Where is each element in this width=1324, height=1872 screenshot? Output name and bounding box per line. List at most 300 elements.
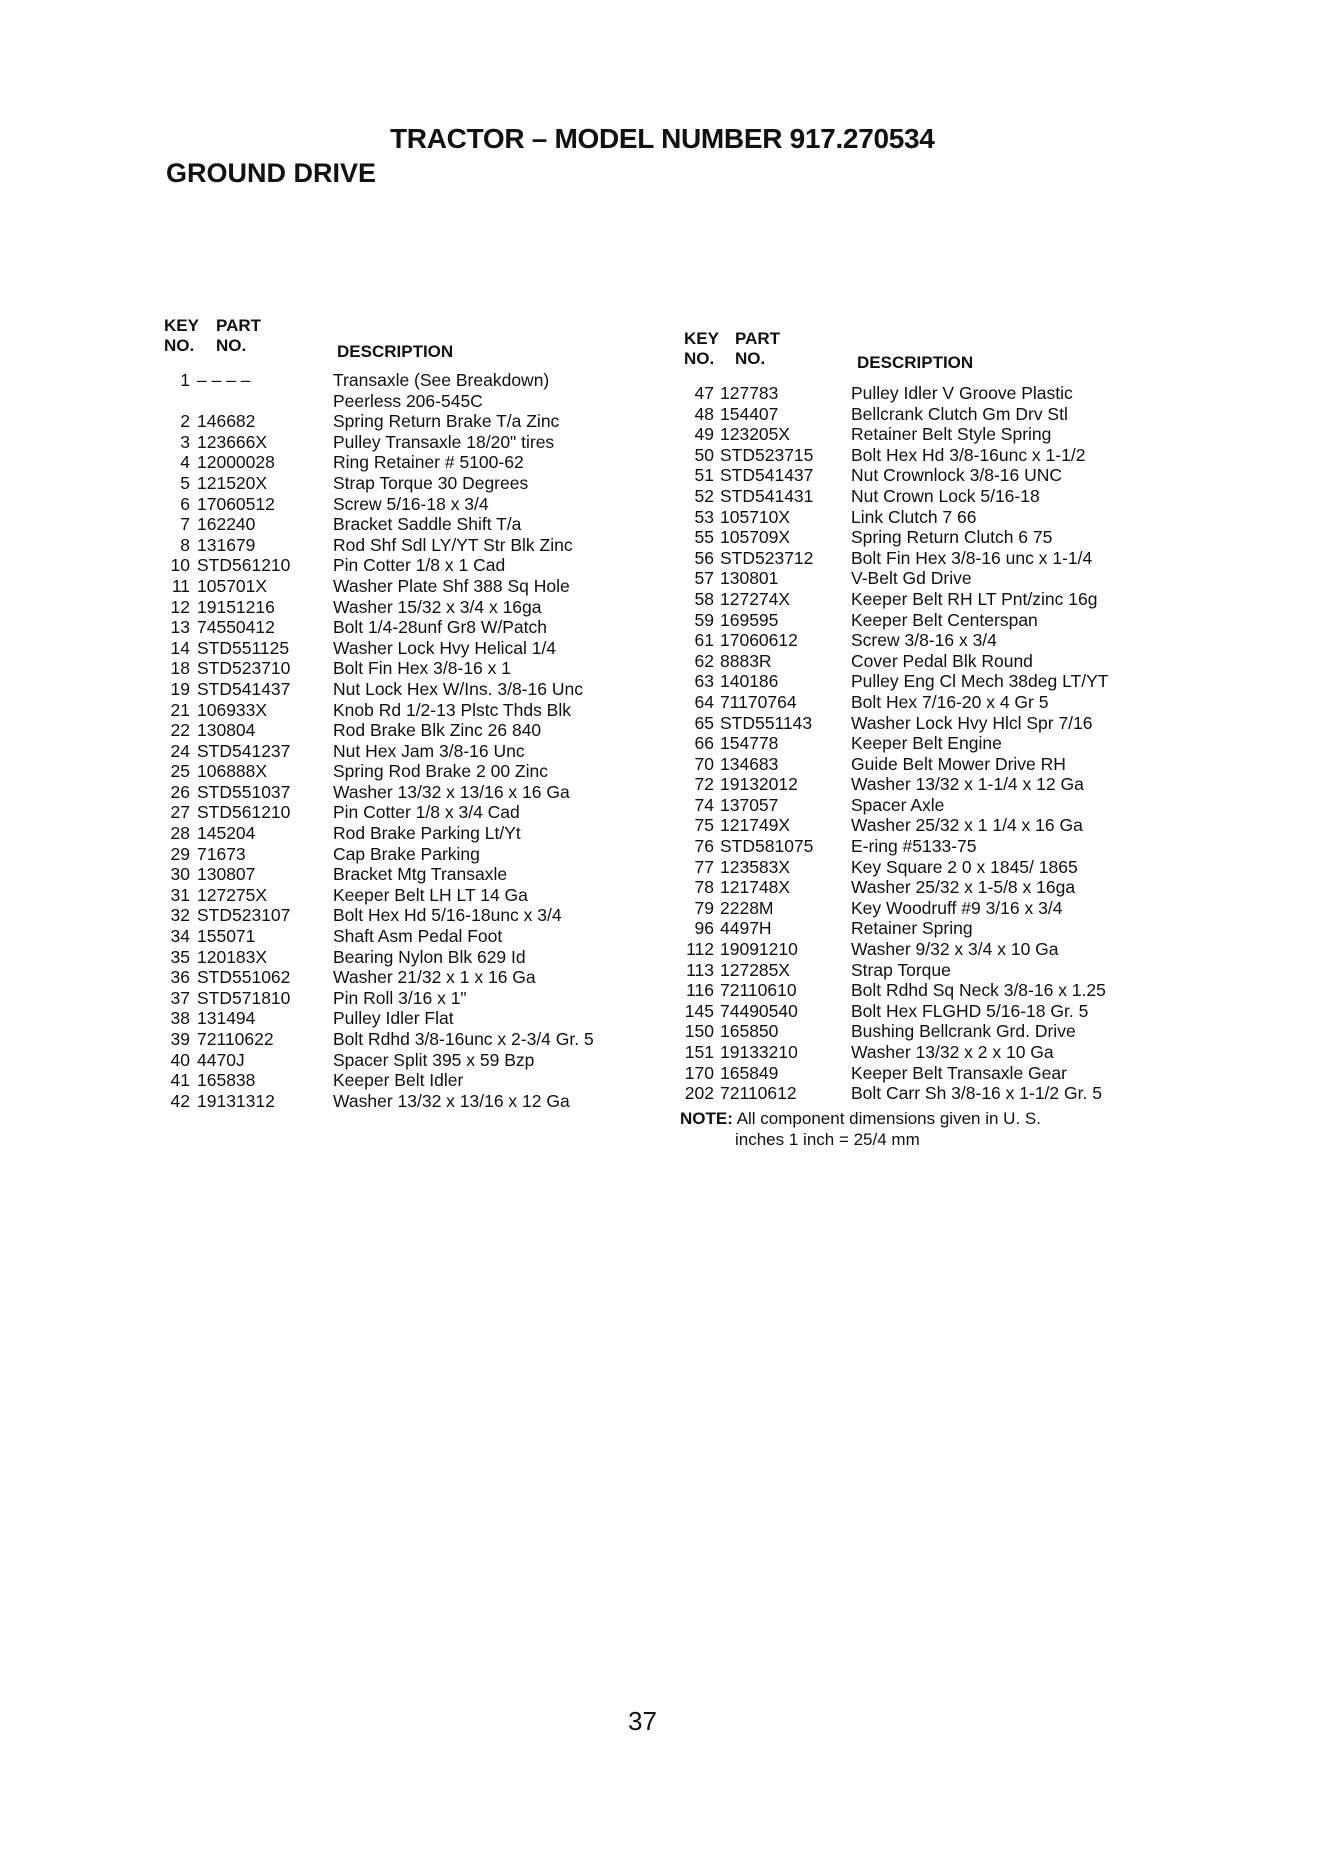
table-header — [680, 329, 1150, 383]
key-number: 19 — [170, 678, 190, 699]
part-number: 127275X — [197, 884, 268, 905]
table-row — [680, 671, 1150, 692]
table-row — [680, 527, 1150, 548]
part-description: Rod Brake Parking Lt/Yt — [333, 823, 521, 844]
table-row — [160, 432, 650, 453]
part-description: Washer Lock Hvy Hlcl Spr 7/16 — [851, 712, 1093, 733]
table-row — [680, 692, 1150, 713]
table-row — [680, 404, 1150, 425]
table-row — [680, 857, 1150, 878]
part-number: 155071 — [197, 926, 256, 947]
part-number: 106933X — [197, 699, 268, 720]
part-number: 169595 — [720, 609, 779, 630]
table-row — [680, 815, 1150, 836]
key-number: 51 — [694, 465, 714, 486]
key-number: 50 — [694, 444, 714, 465]
part-number: 74490540 — [720, 1000, 798, 1021]
part-description: Spacer Split 395 x 59 Bzp — [333, 1049, 535, 1070]
part-number: STD581075 — [720, 836, 814, 857]
part-number: 146682 — [197, 411, 256, 432]
part-description: Knob Rd 1/2-13 Plstc Thds Blk — [333, 699, 571, 720]
table-row — [160, 1008, 650, 1029]
part-description: Screw 3/8-16 x 3/4 — [851, 630, 997, 651]
parts-list — [680, 383, 1150, 1104]
key-number: 28 — [170, 823, 190, 844]
part-description: Nut Crown Lock 5/16-18 — [851, 485, 1040, 506]
part-number: 2228M — [720, 897, 774, 918]
key-number: 41 — [170, 1070, 190, 1091]
part-description: Link Clutch 7 66 — [851, 506, 977, 527]
part-number: STD551062 — [197, 967, 291, 988]
key-number: 151 — [684, 1042, 714, 1062]
table-row — [160, 782, 650, 803]
key-header: KEY — [684, 329, 719, 348]
part-description: Bolt 1/4-28unf Gr8 W/Patch — [333, 617, 547, 638]
table-row — [160, 576, 650, 597]
part-number: 12000028 — [197, 452, 275, 473]
part-number: 17060512 — [197, 493, 275, 514]
part-header-no: NO. — [735, 349, 766, 368]
key-number: 70 — [694, 753, 714, 774]
part-number: 19131312 — [197, 1090, 275, 1111]
part-description: Washer 9/32 x 3/4 x 10 Ga — [851, 939, 1059, 960]
part-number: STD541431 — [720, 485, 814, 506]
key-number: 65 — [694, 712, 714, 733]
part-description: Rod Shf Sdl LY/YT Str Blk Zinc — [333, 534, 573, 555]
part-number: 19132012 — [720, 774, 798, 795]
section-title: GROUND DRIVE — [166, 158, 377, 188]
table-row — [680, 445, 1150, 466]
part-number: 105710X — [720, 506, 791, 527]
part-number: STD541437 — [720, 465, 814, 486]
part-number: 120183X — [197, 946, 268, 967]
part-description: Spring Return Brake T/a Zinc — [333, 411, 560, 432]
key-number: 38 — [170, 1008, 190, 1029]
part-description: Bolt Hex Hd 3/8-16unc x 1-1/2 — [851, 444, 1086, 465]
table-row — [160, 452, 650, 473]
key-number: 32 — [170, 905, 190, 926]
part-description: Pin Cotter 1/8 x 1 Cad — [333, 555, 506, 576]
part-number: 165850 — [720, 1021, 779, 1042]
part-description: Keeper Belt Transaxle Gear — [851, 1062, 1067, 1083]
key-number: 24 — [170, 740, 190, 761]
part-description: Washer 25/32 x 1 1/4 x 16 Ga — [851, 815, 1083, 836]
part-description: Strap Torque 30 Degrees — [333, 472, 529, 493]
key-number: 76 — [694, 836, 714, 857]
table-row — [160, 679, 650, 700]
part-description: Cover Pedal Blk Round — [851, 650, 1033, 671]
table-row — [160, 370, 650, 391]
part-number: 72110612 — [720, 1083, 797, 1104]
table-row — [160, 1070, 650, 1091]
part-description: Cap Brake Parking — [333, 843, 480, 864]
part-description: Keeper Belt Centerspan — [851, 609, 1038, 630]
table-row — [160, 885, 650, 906]
table-row — [160, 555, 650, 576]
part-number: 74550412 — [197, 617, 275, 638]
part-number: 123205X — [720, 424, 791, 445]
table-row — [160, 1091, 650, 1112]
part-number: STD523712 — [720, 547, 814, 568]
key-number: 8 — [180, 534, 190, 555]
table-row — [160, 844, 650, 865]
table-row — [160, 597, 650, 618]
part-number: STD541437 — [197, 678, 291, 699]
table-row — [680, 713, 1150, 734]
key-number: 25 — [170, 761, 190, 782]
table-row — [680, 939, 1150, 960]
part-description: Bracket Saddle Shift T/a — [333, 514, 522, 535]
part-description: Keeper Belt LH LT 14 Ga — [333, 884, 528, 905]
parts-table-right — [680, 329, 1150, 1150]
part-description: Washer Plate Shf 388 Sq Hole — [333, 575, 570, 596]
part-number: 130807 — [197, 864, 256, 885]
part-description: Pulley Idler V Groove Plastic — [851, 383, 1073, 403]
key-number: 77 — [694, 856, 714, 877]
key-number: 6 — [180, 493, 190, 514]
table-row — [680, 486, 1150, 507]
key-number: 39 — [170, 1029, 190, 1049]
part-description: Spring Rod Brake 2 00 Zinc — [333, 761, 548, 782]
part-description: Pulley Idler Flat — [333, 1008, 454, 1029]
part-description: Keeper Belt RH LT Pnt/zinc 16g — [851, 588, 1098, 609]
part-description: Washer 13/32 x 2 x 10 Ga — [851, 1042, 1054, 1062]
part-description: Bellcrank Clutch Gm Drv Stl — [851, 403, 1068, 424]
part-number: STD561210 — [197, 555, 291, 576]
part-number: 8883R — [720, 650, 772, 671]
part-number: STD541237 — [197, 740, 291, 761]
table-row — [680, 630, 1150, 651]
part-number: 165838 — [197, 1070, 256, 1091]
part-description: Bracket Mtg Transaxle — [333, 864, 508, 885]
key-number: 12 — [170, 596, 190, 617]
table-row — [160, 864, 650, 885]
part-description: Retainer Spring — [851, 918, 973, 939]
table-row — [160, 658, 650, 679]
table-row — [160, 823, 650, 844]
table-header — [160, 316, 650, 370]
key-number: 72 — [694, 774, 714, 795]
part-number: 17060612 — [720, 630, 798, 651]
table-row — [680, 795, 1150, 816]
table-row — [160, 638, 650, 659]
key-number: 5 — [180, 472, 190, 493]
key-number: 62 — [694, 650, 714, 671]
key-number: 74 — [694, 794, 714, 815]
part-description: Rod Brake Blk Zinc 26 840 — [333, 720, 542, 741]
part-description: Washer 13/32 x 1-1/4 x 12 Ga — [851, 774, 1084, 795]
part-description: Key Square 2 0 x 1845/ 1865 — [851, 856, 1078, 877]
table-row — [160, 473, 650, 494]
key-number: 78 — [694, 877, 714, 898]
table-row — [680, 568, 1150, 589]
part-description: Bolt Rdhd Sq Neck 3/8-16 x 1.25 — [851, 980, 1106, 1001]
table-row — [680, 610, 1150, 631]
key-number: 31 — [170, 884, 190, 905]
part-number: 72110622 — [197, 1029, 274, 1049]
part-number: 165849 — [720, 1062, 779, 1083]
key-header-no: NO. — [684, 349, 715, 368]
table-row — [680, 960, 1150, 981]
key-number: 170 — [684, 1062, 714, 1083]
part-number: 137057 — [720, 794, 779, 815]
key-number: 64 — [694, 691, 714, 712]
part-description: Bolt Hex 7/16-20 x 4 Gr 5 — [851, 691, 1049, 712]
key-number: 3 — [180, 431, 190, 452]
part-description: Shaft Asm Pedal Foot — [333, 926, 503, 947]
part-number: 127783 — [720, 383, 779, 403]
part-number: STD571810 — [197, 987, 291, 1008]
page-number: 37 — [628, 1706, 657, 1736]
part-number: 123583X — [720, 856, 791, 877]
part-description: Washer 13/32 x 13/16 x 16 Ga — [333, 781, 570, 802]
part-number: 131679 — [197, 534, 256, 555]
part-description: Bolt Carr Sh 3/8-16 x 1-1/2 Gr. 5 — [851, 1083, 1102, 1104]
table-row — [160, 617, 650, 638]
part-description: Bearing Nylon Blk 629 Id — [333, 946, 526, 967]
key-number: 116 — [686, 980, 714, 1001]
part-number: STD551143 — [720, 712, 813, 733]
key-number: 14 — [170, 637, 190, 658]
part-number: 71673 — [197, 843, 246, 864]
table-row — [680, 877, 1150, 898]
key-number: 59 — [694, 609, 714, 630]
table-row — [680, 1001, 1150, 1022]
table-row — [160, 700, 650, 721]
key-number: 57 — [694, 568, 714, 589]
dimension-note — [680, 1108, 1150, 1150]
part-number: STD523107 — [197, 905, 291, 926]
part-number: 127274X — [720, 588, 791, 609]
note-text-continued: inches 1 inch = 25/4 mm — [735, 1129, 920, 1149]
key-number: 42 — [170, 1090, 190, 1111]
part-number: 131494 — [197, 1008, 256, 1029]
key-number: 53 — [694, 506, 714, 527]
part-description: Bolt Fin Hex 3/8-16 unc x 1-1/4 — [851, 547, 1093, 568]
key-number: 10 — [170, 555, 190, 576]
part-number: 71170764 — [720, 691, 797, 712]
table-row — [160, 761, 650, 782]
key-number: 13 — [170, 617, 190, 638]
key-number: 29 — [170, 843, 190, 864]
part-number: 140186 — [720, 671, 779, 692]
part-description: Spring Return Clutch 6 75 — [851, 527, 1053, 548]
key-number: 75 — [694, 815, 714, 836]
part-number: 105701X — [197, 575, 268, 596]
key-number: 26 — [170, 781, 190, 802]
key-number: 48 — [694, 403, 714, 424]
part-description: Screw 5/16-18 x 3/4 — [333, 493, 489, 514]
note-label: NOTE: — [680, 1108, 733, 1128]
part-description: Bolt Fin Hex 3/8-16 x 1 — [333, 658, 511, 679]
table-row — [680, 1021, 1150, 1042]
part-description: Keeper Belt Engine — [851, 733, 1002, 754]
part-number: 19133210 — [720, 1042, 798, 1062]
table-row — [680, 898, 1150, 919]
part-description: Pin Roll 3/16 x 1" — [333, 987, 467, 1008]
parts-table-left — [160, 316, 650, 1111]
part-description: Bushing Bellcrank Grd. Drive — [851, 1021, 1076, 1042]
part-number: STD523710 — [197, 658, 291, 679]
key-number: 66 — [694, 733, 714, 754]
key-number: 61 — [694, 630, 714, 651]
table-row — [160, 905, 650, 926]
part-description: Keeper Belt Idler — [333, 1070, 464, 1091]
table-row — [160, 741, 650, 762]
table-row — [680, 918, 1150, 939]
table-row — [160, 535, 650, 556]
key-number: 22 — [170, 720, 190, 741]
table-row — [680, 424, 1150, 445]
page-title: TRACTOR – MODEL NUMBER 917.270534 — [390, 123, 935, 154]
part-number: 19091210 — [720, 939, 798, 960]
table-row — [680, 980, 1150, 1001]
parts-list — [160, 370, 650, 1111]
part-number: 121748X — [720, 877, 791, 898]
part-description: Bolt Hex Hd 5/16-18unc x 3/4 — [333, 905, 562, 926]
part-description: Transaxle (See Breakdown) — [333, 370, 550, 390]
key-number: 150 — [684, 1021, 714, 1042]
description-header: DESCRIPTION — [857, 353, 974, 372]
part-number: 19151216 — [197, 596, 275, 617]
part-number: 72110610 — [720, 980, 797, 1001]
part-description: Retainer Belt Style Spring — [851, 424, 1052, 445]
table-row — [680, 754, 1150, 775]
part-header-no: NO. — [216, 336, 247, 355]
table-row — [680, 774, 1150, 795]
key-number: 79 — [694, 897, 714, 918]
key-number: 52 — [694, 485, 714, 506]
part-description: Peerless 206-545C — [333, 390, 483, 411]
table-row — [680, 465, 1150, 486]
table-row — [680, 1083, 1150, 1104]
key-number: 30 — [170, 864, 190, 885]
part-number: 154407 — [720, 403, 779, 424]
part-description: Washer 15/32 x 3/4 x 16ga — [333, 596, 542, 617]
table-row — [680, 383, 1150, 404]
part-description: V-Belt Gd Drive — [851, 568, 972, 589]
note-text: All component dimensions given in U. S. — [736, 1108, 1041, 1128]
table-row — [680, 1063, 1150, 1084]
part-description: Ring Retainer # 5100-62 — [333, 452, 524, 473]
part-number: 145204 — [197, 823, 256, 844]
part-description: Bolt Hex FLGHD 5/16-18 Gr. 5 — [851, 1000, 1089, 1021]
part-description: Pulley Transaxle 18/20" tires — [333, 431, 555, 452]
key-number: 2 — [180, 411, 190, 432]
description-header: DESCRIPTION — [337, 342, 454, 361]
part-number: 130801 — [720, 568, 779, 589]
key-number: 18 — [170, 658, 190, 679]
key-number: 1 — [180, 370, 190, 390]
part-number: 162240 — [197, 514, 256, 535]
part-header: PART — [216, 316, 262, 335]
part-number: STD551037 — [197, 781, 291, 802]
key-number: 7 — [180, 514, 190, 535]
key-number: 63 — [694, 671, 714, 692]
key-number: 113 — [686, 959, 714, 980]
key-number: 21 — [170, 699, 190, 720]
key-number: 40 — [170, 1049, 190, 1070]
table-row — [680, 589, 1150, 610]
key-number: 34 — [170, 926, 190, 947]
key-number: 202 — [684, 1083, 714, 1104]
table-row — [160, 514, 650, 535]
key-number: 37 — [170, 987, 190, 1008]
part-number: – – – – — [197, 370, 251, 390]
part-number: STD551125 — [197, 637, 290, 658]
part-description: E-ring #5133-75 — [851, 836, 977, 857]
key-number: 27 — [170, 802, 190, 823]
key-number: 11 — [171, 575, 190, 596]
table-row — [680, 836, 1150, 857]
part-description: Strap Torque — [851, 959, 951, 980]
part-description: Washer Lock Hvy Helical 1/4 — [333, 637, 557, 658]
part-number: 127285X — [720, 959, 791, 980]
part-description: Washer 13/32 x 13/16 x 12 Ga — [333, 1090, 570, 1111]
table-row — [160, 947, 650, 968]
key-number: 49 — [694, 424, 714, 445]
part-number: 134683 — [720, 753, 779, 774]
key-number: 96 — [694, 918, 714, 939]
table-row — [160, 494, 650, 515]
table-row — [160, 802, 650, 823]
key-number: 36 — [170, 967, 190, 988]
part-number: 4497H — [720, 918, 772, 939]
part-number: 106888X — [197, 761, 268, 782]
table-row — [680, 651, 1150, 672]
table-row — [160, 926, 650, 947]
table-row — [160, 720, 650, 741]
key-header-no: NO. — [164, 336, 195, 355]
part-description: Nut Hex Jam 3/8-16 Unc — [333, 740, 525, 761]
part-description: Key Woodruff #9 3/16 x 3/4 — [851, 897, 1063, 918]
part-description: Washer 21/32 x 1 x 16 Ga — [333, 967, 536, 988]
table-row — [680, 1042, 1150, 1063]
part-number: 4470J — [197, 1049, 245, 1070]
table-row — [680, 733, 1150, 754]
table-row — [160, 967, 650, 988]
part-description: Bolt Rdhd 3/8-16unc x 2-3/4 Gr. 5 — [333, 1029, 594, 1049]
part-number: 123666X — [197, 431, 268, 452]
table-row — [160, 411, 650, 432]
key-number: 58 — [694, 588, 714, 609]
table-row — [680, 507, 1150, 528]
key-number: 4 — [180, 452, 190, 473]
table-row — [680, 548, 1150, 569]
part-number: 121749X — [720, 815, 791, 836]
part-description: Guide Belt Mower Drive RH — [851, 753, 1066, 774]
table-row — [160, 988, 650, 1009]
part-description: Washer 25/32 x 1-5/8 x 16ga — [851, 877, 1076, 898]
part-description: Pin Cotter 1/8 x 3/4 Cad — [333, 802, 520, 823]
key-number: 112 — [686, 939, 714, 960]
part-number: 105709X — [720, 527, 791, 548]
part-description: Nut Lock Hex W/Ins. 3/8-16 Unc — [333, 678, 583, 699]
part-header: PART — [735, 329, 781, 348]
part-description: Pulley Eng Cl Mech 38deg LT/YT — [851, 671, 1109, 692]
part-description: Spacer Axle — [851, 794, 945, 815]
key-number: 55 — [694, 527, 714, 548]
table-row — [160, 391, 650, 412]
part-number: 121520X — [197, 472, 268, 493]
part-number: 154778 — [720, 733, 779, 754]
key-number: 56 — [694, 547, 714, 568]
key-header: KEY — [164, 316, 199, 335]
key-number: 47 — [694, 383, 714, 403]
part-number: STD561210 — [197, 802, 291, 823]
table-row — [160, 1029, 650, 1050]
key-number: 145 — [684, 1000, 714, 1021]
